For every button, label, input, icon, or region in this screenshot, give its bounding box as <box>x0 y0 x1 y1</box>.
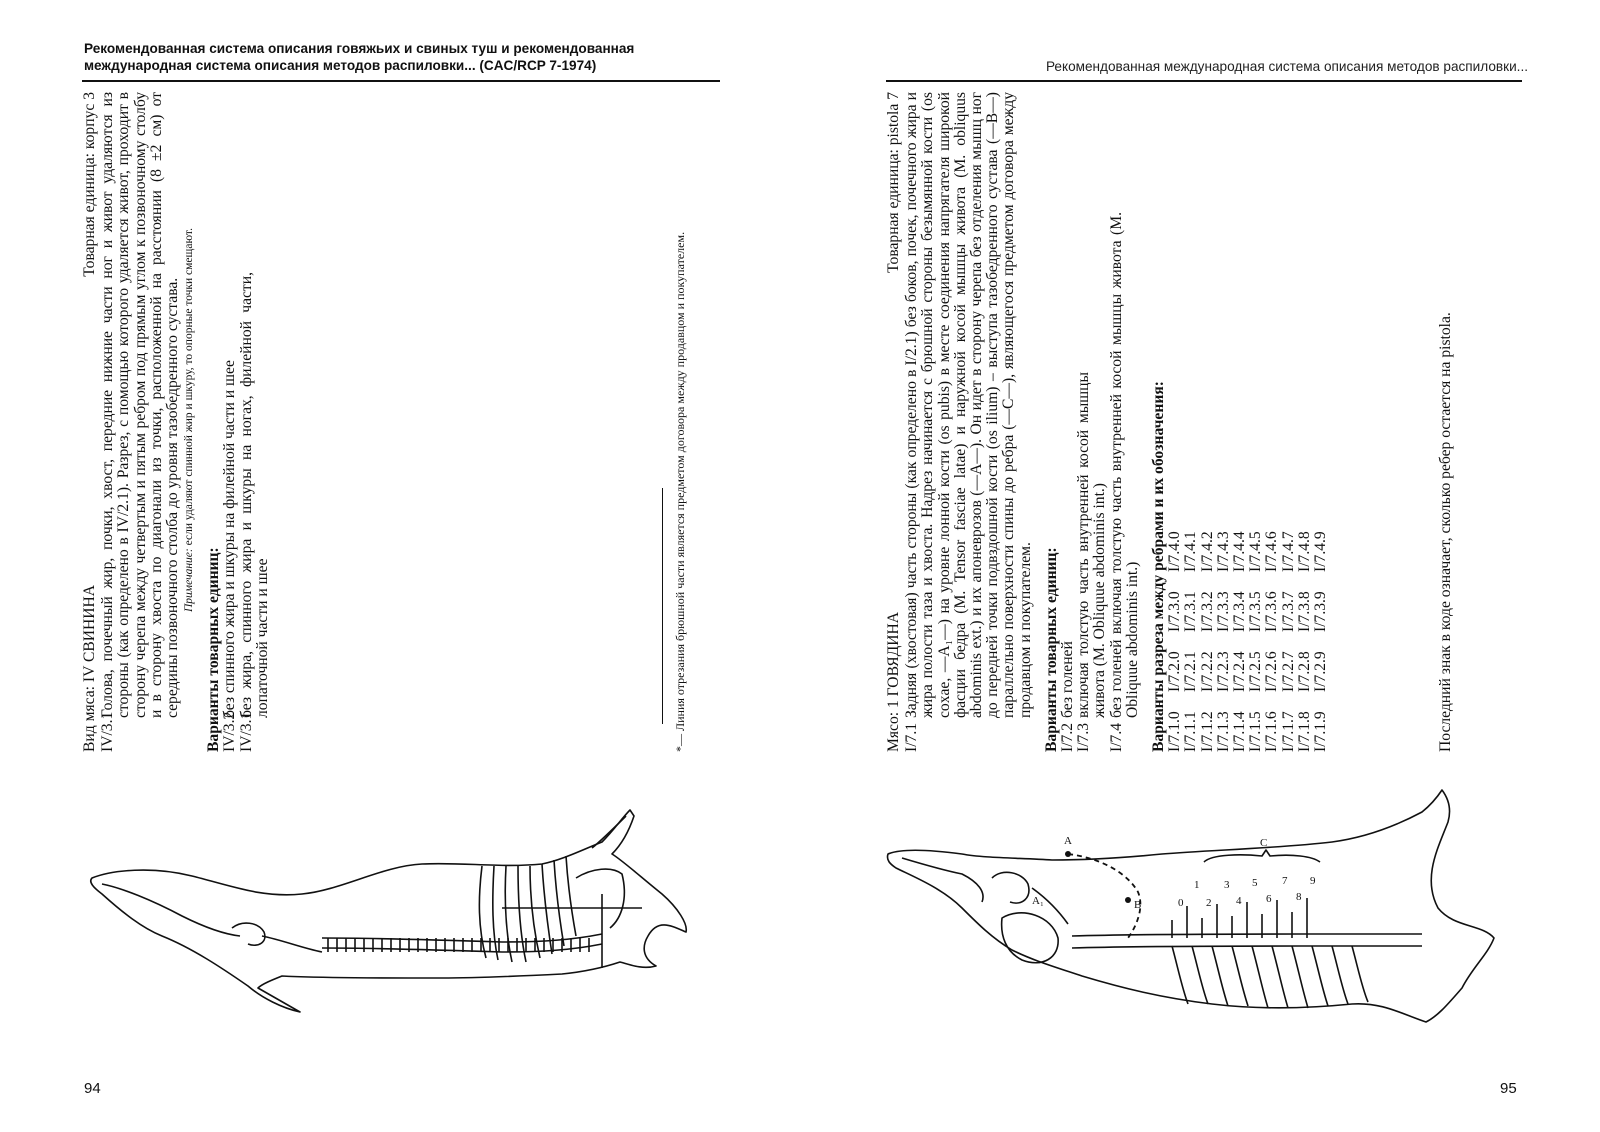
rib-code: I/7.2.8 <box>1295 651 1313 692</box>
variant-row <box>1109 92 1141 752</box>
rib-code: I/7.1.8 <box>1295 711 1313 752</box>
rib-code: I/7.2.6 <box>1263 651 1281 692</box>
rib-codes-column <box>1167 512 1329 572</box>
rib-code: I/7.4.2 <box>1198 531 1216 572</box>
page-number: 94 <box>84 1080 101 1097</box>
meat-kind-title: Мясо: 1 ГОВЯДИНА <box>885 611 902 752</box>
closing-note: Последний знак в коде означает, сколько ребер остается на pistola. <box>1437 312 1454 752</box>
label-a: A <box>1064 835 1072 847</box>
rib-code: I/7.1.4 <box>1231 711 1249 752</box>
variant-code: I/7.3 <box>1075 722 1093 752</box>
rib-code: I/7.2.5 <box>1247 651 1265 692</box>
rib-label: 3 <box>1224 879 1230 891</box>
entry-text: Задняя (хвостовая) часть стороны (как определено в I/2.1) без боков, почек, почечного жира и жира полости таза и хвоста. Надрез начинается с брюшной стороны безымянной кости (os coxae, —A₁—) на уровне лонной кости (os pubis) в месте соединения напрягателя широкой фасции бедра (M. Tensor fasciae latae) и наружной косой мышцы живота (M. obliquus abdominis ext.) и их апоневрозов (—A—). Он идет в сторону черепа без отделения мышц ног до передней точки подвздошной кости (os ilium) – выступа тазобедренного сустава (—B—) параллельно поверхности спины до ребра (—C—), являющегося предметом договора между продавцом и покупателем. <box>903 92 1034 718</box>
rib-code: I/7.2.0 <box>1166 651 1184 692</box>
variant-row <box>1076 92 1108 752</box>
rib-code: I/7.3.3 <box>1214 591 1232 632</box>
rib-code: I/7.1.9 <box>1312 711 1330 752</box>
rib-label: 6 <box>1266 893 1272 905</box>
rib-code: I/7.4.0 <box>1166 531 1184 572</box>
meat-kind-title: Вид мяса: IV СВИНИНА <box>81 584 98 752</box>
entry-code: IV/3.1 <box>99 711 117 752</box>
rib-label: 8 <box>1296 891 1302 903</box>
header-rule <box>886 80 1522 82</box>
rib-code: I/7.4.1 <box>1182 531 1200 572</box>
rib-code: I/7.3.1 <box>1182 591 1200 632</box>
running-head-line-1: Рекомендованная система описания говяжьих и свиных туш и рекомендованная <box>84 41 635 56</box>
label-c: C <box>1260 837 1268 849</box>
rib-label: 7 <box>1282 875 1288 887</box>
variant-row <box>1060 92 1076 752</box>
unit-title: Товарная единица: pistola 7 <box>885 92 902 273</box>
rib-code: I/7.1.5 <box>1247 711 1265 752</box>
rib-code: I/7.4.6 <box>1263 531 1281 572</box>
note <box>183 92 196 752</box>
page-number: 95 <box>1500 1080 1517 1097</box>
beef-carcass-diagram <box>882 788 1512 1038</box>
rib-code: I/7.3.9 <box>1312 591 1330 632</box>
rib-code: I/7.2.4 <box>1231 651 1249 692</box>
rib-code: I/7.1.3 <box>1214 711 1232 752</box>
rib-code: I/7.1.6 <box>1263 711 1281 752</box>
rib-code: I/7.3.8 <box>1295 591 1313 632</box>
rib-code: I/7.3.6 <box>1263 591 1281 632</box>
entry-text: Голова, почечный жир, почки, хвост, передние нижние части ног и живот удаляются из стороны (как определено в IV/2.1). Разрез, с помощью которого удаляется живот, проходит в сторону черепа между четвертым и пятым ребром под прямым углом к позвоночному столбу и в сторону хвоста по диагонали из точки, расположенной на расстоянии (8 ±2 см) от середины позвоночного столба до уровня тазобедренного сустава. <box>99 92 182 718</box>
rib-codes-table <box>1167 92 1329 752</box>
rib-code: I/7.3.2 <box>1198 591 1216 632</box>
header-rule <box>82 80 720 82</box>
rib-code: I/7.4.9 <box>1312 531 1330 572</box>
rib-codes-column <box>1167 632 1329 692</box>
footnote: *— Линия отрезания брюшной части является предметом договора между продавцом и покупателем. <box>673 231 687 752</box>
rib-codes-column <box>1167 692 1329 752</box>
rib-code: I/7.2.9 <box>1312 651 1330 692</box>
rib-code: I/7.2.2 <box>1198 651 1216 692</box>
rib-code: I/7.2.3 <box>1214 651 1232 692</box>
rib-label: 4 <box>1236 895 1242 907</box>
variant-code: I/7.2 <box>1059 722 1077 752</box>
rib-code: I/7.2.1 <box>1182 651 1200 692</box>
running-head-line-2: международная система описания методов распиловки... (CAC/RCP 7-1974) <box>84 58 597 73</box>
rib-codes-column <box>1167 572 1329 632</box>
variant-row <box>239 92 271 752</box>
rib-code: I/7.4.3 <box>1214 531 1232 572</box>
rib-label: 5 <box>1252 877 1258 889</box>
rib-code: I/7.4.5 <box>1247 531 1265 572</box>
rib-code: I/7.3.5 <box>1247 591 1265 632</box>
rib-code: I/7.2.7 <box>1279 651 1297 692</box>
variant-text: включая толстую часть внутренней косой мышцы живота (M. Obliquue abdominis int.) <box>1075 372 1109 718</box>
rib-label: 9 <box>1310 875 1316 887</box>
right-page <box>800 0 1600 1132</box>
rib-code: I/7.4.7 <box>1279 531 1297 572</box>
unit-title: Товарная единица: корпус 3 <box>81 92 98 277</box>
variant-text: без спинного жира и шкуры на филейной части и шее <box>221 360 239 718</box>
rib-label: 2 <box>1206 897 1212 909</box>
rib-label: 1 <box>1194 879 1200 891</box>
variant-text: без голеней <box>1059 641 1077 718</box>
variants-heading: Варианты товарных единиц: <box>1042 547 1060 752</box>
rib-code: I/7.4.8 <box>1295 531 1313 572</box>
footnote-rule <box>662 488 663 724</box>
variant-code: I/7.4 <box>1107 722 1125 752</box>
rotated-text-block <box>82 92 271 752</box>
running-head-left <box>84 40 726 74</box>
rotated-text-block <box>886 92 1329 752</box>
pork-carcass-diagram <box>82 808 702 1024</box>
rib-code: I/7.1.2 <box>1198 711 1216 752</box>
label-b: B <box>1134 899 1142 911</box>
label-a1: A₁ <box>1032 895 1044 907</box>
rib-code: I/7.3.0 <box>1166 591 1184 632</box>
note-label: Примечание: <box>183 548 196 612</box>
rib-code: I/7.3.7 <box>1279 591 1297 632</box>
variant-text: без голеней включая толстую часть внутренней косой мышцы живота (M. Obliquue abdominis int.) <box>1107 212 1141 718</box>
rib-code: I/7.4.4 <box>1231 531 1249 572</box>
rib-code: I/7.3.4 <box>1231 591 1249 632</box>
entry-code: I/7.1 <box>903 722 921 752</box>
variant-code: IV/3.2 <box>221 711 239 752</box>
variant-text: без жира, спинного жира и шкуры на ногах, филейной части, лопаточной части и шее <box>237 272 271 718</box>
rib-code: I/7.1.7 <box>1279 711 1297 752</box>
variant-row <box>222 92 238 752</box>
variant-code: IV/3.1 <box>237 711 255 752</box>
rib-label: 0 <box>1178 897 1184 909</box>
running-head-right: Рекомендованная международная система описания методов распиловки... <box>1045 59 1528 74</box>
note-text: если удаляют спинной жир и шкуру, то опорные точки смещают. <box>183 228 196 546</box>
variants-heading: Варианты товарных единиц: <box>205 547 223 752</box>
rib-code: I/7.1.0 <box>1166 711 1184 752</box>
rib-code: I/7.1.1 <box>1182 711 1200 752</box>
rib-variants-heading: Варианты разреза между ребрами и их обозначения: <box>1150 381 1168 752</box>
